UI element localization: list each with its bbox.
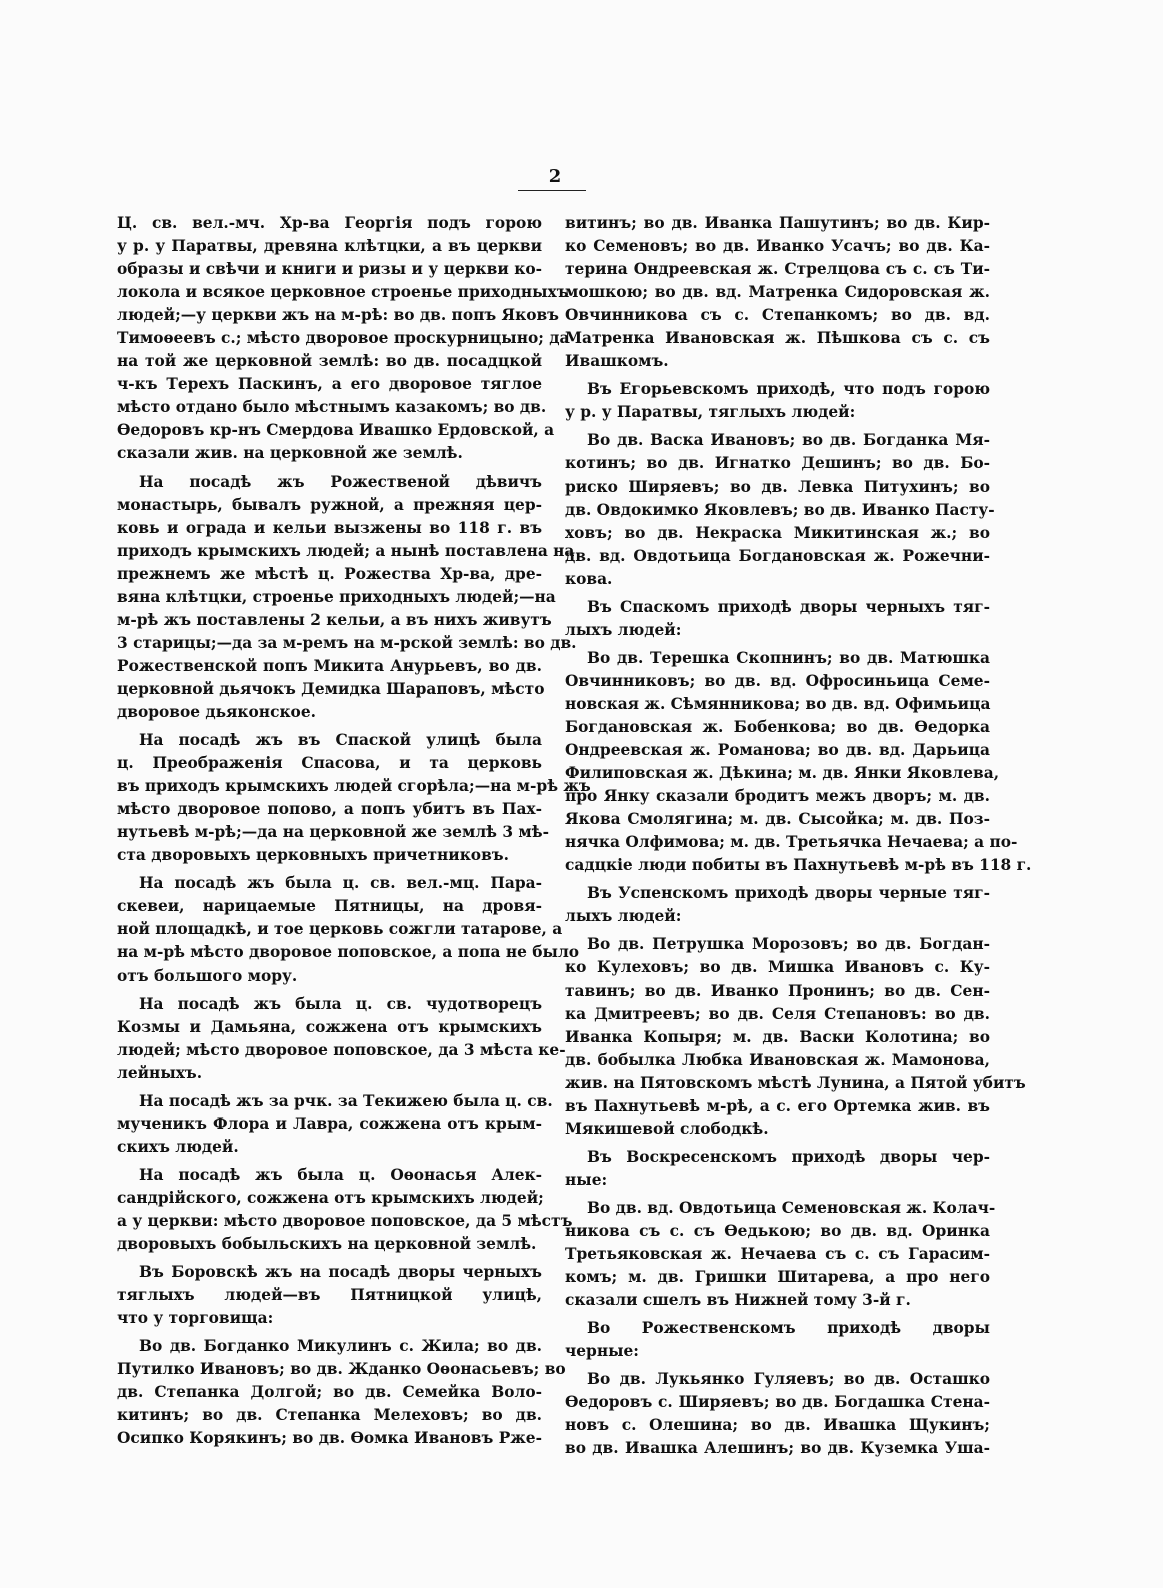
text-line: сандрійского, сожжена отъ крымскихъ людей; bbox=[117, 1188, 544, 1207]
text-line: Филиповская ж. Дѣкина; м. дв. Янки Яковлева, bbox=[565, 764, 1000, 783]
text-line: дворовое дьяконское. bbox=[117, 702, 316, 721]
text-line: во дв. Ивашка Алешинъ; во дв. Куземка Уша- bbox=[565, 1439, 990, 1458]
text-line: людей; мѣсто дворовое поповское, да 3 мѣста ке- bbox=[117, 1040, 566, 1059]
text-line: На посадѣ жъ въ Спаской улицѣ была bbox=[139, 731, 542, 750]
text-line: Ѳедоровъ с. Ширяевъ; во дв. Богдашка Стена- bbox=[565, 1393, 990, 1412]
text-line: Ивашкомъ. bbox=[565, 352, 669, 371]
text-line: мѣсто дворовое попово, а попъ убитъ въ Пах- bbox=[117, 800, 542, 819]
text-line: Иванка Копыря; м. дв. Васки Колотина; во bbox=[565, 1027, 990, 1046]
text-line: въ приходъ крымскихъ людей сгорѣла;—на м-рѣ жъ bbox=[117, 777, 591, 796]
text-line: лыхъ людей: bbox=[565, 620, 682, 639]
text-line: ко Кулеховъ; во дв. Мишка Ивановъ с. Ку- bbox=[565, 958, 990, 977]
text-line: Ондреевская ж. Романова; во дв. вд. Дарьица bbox=[565, 741, 990, 760]
text-line: отъ большого мору. bbox=[117, 966, 298, 985]
text-line: На посадѣ жъ была ц. св. вел.-мц. Пара- bbox=[139, 874, 542, 893]
text-line: ста дворовыхъ церковныхъ причетниковъ. bbox=[117, 846, 509, 865]
text-line: церковной дьячокъ Демидка Шараповъ, мѣсто bbox=[117, 679, 545, 698]
text-line: новъ с. Олешина; во дв. Ивашка Щукинъ; bbox=[565, 1416, 990, 1435]
text-line: скихъ людей. bbox=[117, 1137, 239, 1156]
text-line: людей;—у церкви жъ на м-рѣ: во дв. попъ Яковъ bbox=[117, 306, 559, 325]
text-line: Тимоѳеевъ с.; мѣсто дворовое проскурницыно; да bbox=[117, 329, 570, 348]
text-line: Якова Смолягина; м. дв. Сысойка; м. дв. Поз- bbox=[565, 810, 990, 829]
page-number-rule bbox=[518, 190, 586, 191]
text-line: Мякишевой слободкѣ. bbox=[565, 1119, 769, 1138]
text-line: На посадѣ жъ была ц. Оѳонасья Алек- bbox=[139, 1165, 542, 1184]
text-line: ховъ; во дв. Некраска Микитинская ж.; во bbox=[565, 523, 990, 542]
text-line: На посадѣ жъ за рчк. за Текижею была ц. св. bbox=[139, 1091, 553, 1110]
text-line: новская ж. Сѣмянникова; во дв. вд. Офимьица bbox=[565, 694, 991, 713]
text-line: дв. Овдокимко Яковлевъ; во дв. Иванко Пасту- bbox=[565, 500, 995, 519]
text-line: сказали сшелъ въ Нижней тому 3-й г. bbox=[565, 1291, 911, 1310]
text-line: Путилко Ивановъ; во дв. Жданко Оѳонасьевъ; во bbox=[117, 1360, 566, 1379]
text-line: Козмы и Дамьяна, сожжена отъ крымскихъ bbox=[117, 1017, 542, 1036]
text-line: Богдановская ж. Бобенкова; во дв. Ѳедорка bbox=[565, 717, 990, 736]
text-line: сказали жив. на церковной же землѣ. bbox=[117, 444, 463, 463]
text-line: дв. вд. Овдотьица Богдановская ж. Рожечни- bbox=[565, 546, 990, 565]
text-line: Третьяковская ж. Нечаева съ с. съ Гарасим- bbox=[565, 1245, 990, 1264]
text-line: Во дв. Васка Ивановъ; во дв. Богданка Мя- bbox=[587, 431, 990, 450]
text-line: нутьевѣ м-рѣ;—да на церковной же землѣ 3 мѣ- bbox=[117, 823, 550, 842]
text-line: лейныхъ. bbox=[117, 1063, 203, 1082]
text-line: черные: bbox=[565, 1342, 639, 1361]
text-line: ка Дмитреевъ; во дв. Селя Степановъ: во дв. bbox=[565, 1004, 990, 1023]
text-line: Овчинниковъ; во дв. вд. Офросиньица Семе- bbox=[565, 671, 990, 690]
text-line: ч-къ Терехъ Паскинъ, а его дворовое тяглое bbox=[117, 375, 542, 394]
text-line: витинъ; во дв. Иванка Пашутинъ; во дв. Кир- bbox=[565, 214, 990, 232]
text-line: у р. у Паратвы, древяна клѣтцки, а въ церкви bbox=[117, 237, 542, 256]
text-line: жив. на Пятовскомъ мѣстѣ Лунина, а Пятой убитъ bbox=[565, 1073, 1026, 1092]
text-line: терина Ондреевская ж. Стрелцова съ с. съ Ти- bbox=[565, 260, 990, 279]
text-line: Осипко Корякинъ; во дв. Ѳомка Ивановъ Рже- bbox=[117, 1429, 542, 1448]
text-line: дв. бобылка Любка Ивановская ж. Мамонова, bbox=[565, 1050, 990, 1069]
text-line: лыхъ людей: bbox=[565, 907, 682, 926]
text-line: На посадѣ жъ Рожественой дѣвичъ bbox=[139, 472, 542, 491]
text-line: Въ Егорьевскомъ приходѣ, что подъ горою bbox=[587, 380, 990, 399]
text-line: Ц. св. вел.-мч. Хр-ва Георгія подъ горою bbox=[117, 214, 542, 232]
text-line: Въ Спаскомъ приходѣ дворы черныхъ тяг- bbox=[587, 597, 990, 616]
text-line: Въ Успенскомъ приходѣ дворы черные тяг- bbox=[587, 884, 990, 903]
text-line: тяглыхъ людей—въ Пятницкой улицѣ, bbox=[117, 1286, 542, 1305]
text-line: вяна клѣтцки, строенье приходныхъ людей;—на bbox=[117, 587, 556, 606]
text-line: мученикъ Флора и Лавра, сожжена отъ крым- bbox=[117, 1114, 542, 1133]
text-line: ные: bbox=[565, 1170, 608, 1189]
text-line: ц. Преображенія Спасова, и та церковь bbox=[117, 754, 542, 773]
text-line: скевеи, нарицаемые Пятницы, на дровя- bbox=[117, 897, 542, 916]
right-column bbox=[565, 212, 1032, 1460]
text-line: Во дв. Петрушка Морозовъ; во дв. Богдан- bbox=[587, 935, 990, 954]
page-number: 2 bbox=[548, 166, 562, 187]
text-line: на м-рѣ мѣсто дворовое поповское, а попа не было bbox=[117, 943, 580, 962]
text-line: На посадѣ жъ была ц. св. чудотворецъ bbox=[139, 994, 542, 1013]
text-line: про Янку сказали бродитъ межъ дворъ; м. дв. bbox=[565, 787, 990, 806]
text-line: Ѳедоровъ кр-нъ Смердова Ивашко Ердовской, а bbox=[117, 421, 555, 440]
text-line: что у торговища: bbox=[117, 1309, 274, 1328]
text-line: ной площадкѣ, и тое церковь сожгли татарове, а bbox=[117, 920, 563, 939]
text-line: нячка Олфимова; м. дв. Третьячка Нечаева; а по- bbox=[565, 833, 1018, 852]
text-line: Въ Воскресенскомъ приходѣ дворы чер- bbox=[587, 1147, 990, 1166]
text-line: Во дв. Терешка Скопнинъ; во дв. Матюшка bbox=[587, 648, 990, 667]
text-line: тавинъ; во дв. Иванко Пронинъ; во дв. Сен- bbox=[565, 981, 990, 1000]
text-line: у р. у Паратвы, тяглыхъ людей: bbox=[565, 403, 856, 422]
text-line: Во дв. Богданко Микулинъ с. Жила; во дв. bbox=[139, 1337, 542, 1356]
text-line: кова. bbox=[565, 569, 613, 588]
text-line: Во Рожественскомъ приходѣ дворы bbox=[587, 1319, 990, 1338]
text-line: садцкіе люди побиты въ Пахнутьевѣ м-рѣ въ 118 г. bbox=[565, 856, 1032, 875]
text-line: Во дв. вд. Овдотьица Семеновская ж. Колач- bbox=[587, 1198, 996, 1217]
text-line: мѣсто отдано было мѣстнымъ казакомъ; во дв. bbox=[117, 398, 547, 417]
text-line: котинъ; во дв. Игнатко Дешинъ; во дв. Бо- bbox=[565, 454, 990, 473]
text-line: дв. Степанка Долгой; во дв. Семейка Воло- bbox=[117, 1383, 542, 1402]
text-line: Рожественской попъ Микита Анурьевъ, во дв. bbox=[117, 656, 542, 675]
text-line: прежнемъ же мѣстѣ ц. Рожества Хр-ва, дре- bbox=[117, 564, 542, 583]
text-line: Во дв. Лукьянко Гуляевъ; во дв. Осташко bbox=[587, 1370, 990, 1389]
text-line: риско Ширяевъ; во дв. Левка Питухинъ; во bbox=[565, 477, 990, 496]
text-line: китинъ; во дв. Степанка Мелеховъ; во дв. bbox=[117, 1406, 542, 1425]
text-line: м-рѣ жъ поставлены 2 кельи, а въ нихъ живутъ bbox=[117, 610, 552, 629]
text-line: монастырь, бывалъ ружной, а прежняя цер- bbox=[117, 495, 542, 514]
text-line: ковь и ограда и кельи вызжены во 118 г. въ bbox=[117, 518, 542, 537]
text-line: ко Семеновъ; во дв. Иванко Усачъ; во дв. Ка- bbox=[565, 237, 990, 256]
text-line: дворовыхъ бобыльскихъ на церковной землѣ. bbox=[117, 1235, 537, 1254]
text-line: образы и свѣчи и книги и ризы и у церкви ко- bbox=[117, 260, 542, 279]
text-line: комъ; м. дв. Гришки Шитарева, а про него bbox=[565, 1268, 990, 1287]
text-line: Овчинникова съ с. Степанкомъ; во дв. вд. bbox=[565, 306, 990, 325]
text-line: а у церкви: мѣсто дворовое поповское, да 5 мѣстъ bbox=[117, 1211, 573, 1230]
text-line: Въ Боровскѣ жъ на посадѣ дворы черныхъ bbox=[139, 1263, 542, 1282]
text-line: мошкою; во дв. вд. Матренка Сидоровская ж. bbox=[565, 283, 990, 302]
text-line: никова съ с. съ Ѳедькою; во дв. вд. Оринка bbox=[565, 1221, 990, 1240]
text-line: въ Пахнутьевѣ м-рѣ, а с. его Ортемка жив. въ bbox=[565, 1096, 990, 1115]
text-line: приходъ крымскихъ людей; а нынѣ поставлена на bbox=[117, 541, 575, 560]
text-line: локола и всякое церковное строенье приходныхъ bbox=[117, 283, 569, 302]
text-line: 3 старицы;—да за м-ремъ на м-рской землѣ: во дв. bbox=[117, 633, 577, 652]
text-line: на той же церковной землѣ: во дв. посадцкой bbox=[117, 352, 542, 371]
text-line: Матренка Ивановская ж. Пѣшкова съ с. съ bbox=[565, 329, 990, 348]
